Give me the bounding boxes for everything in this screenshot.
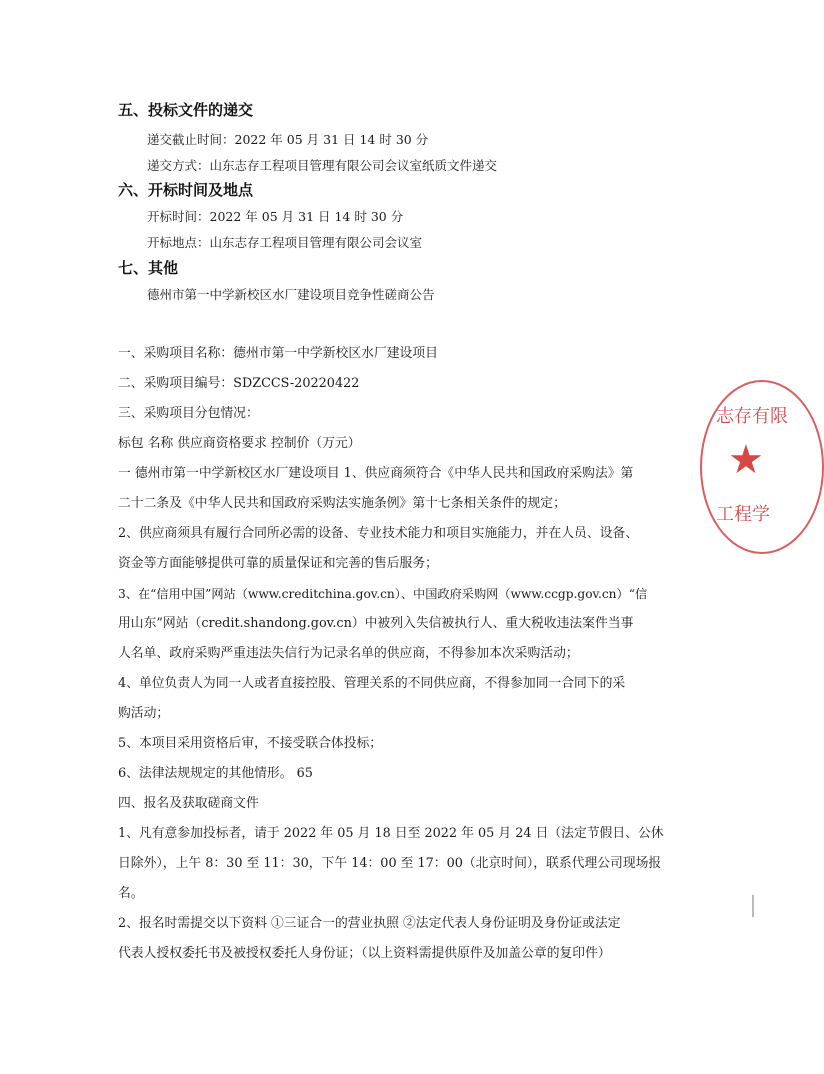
- body-line: 二、采购项目编号：SDZCCS-20220422: [118, 376, 360, 391]
- seal-top-text: 志存有限: [716, 406, 788, 427]
- body-line: 名。: [118, 886, 144, 901]
- seal-bottom-text: 工程学: [716, 504, 770, 525]
- body-line: 一 德州市第一中学新校区水厂建设项目 1、供应商须符合《中华人民共和国政府采购法》第: [118, 466, 634, 481]
- body-line: 3、在“信用中国”网站（www.creditchina.gov.cn）、中国政府采购网（www.ccgp.gov.cn）“信: [118, 587, 648, 601]
- submission-deadline: 递交截止时间：2022 年 05 月 31 日 14 时 30 分: [147, 132, 429, 147]
- body-line: 人名单、政府采购严重违法失信行为记录名单的供应商，不得参加本次采购活动；: [118, 646, 579, 661]
- body-line: 1、凡有意参加投标者，请于 2022 年 05 月 18 日至 2022 年 05 月 24 日（法定节假日、公休: [118, 826, 664, 841]
- company-seal-stamp: [700, 380, 824, 554]
- heading-section-7: 七、其他: [118, 259, 179, 277]
- body-line: 购活动；: [118, 706, 170, 721]
- body-line: 四、报名及获取磋商文件: [118, 796, 259, 811]
- body-line: 标包 名称 供应商资格要求 控制价（万元）: [118, 436, 361, 451]
- body-line: 用山东”网站（credit.shandong.gov.cn）中被列入失信被执行人、重大税收违法案件当事: [118, 616, 634, 631]
- body-line: 5、本项目采用资格后审，不接受联合体投标；: [118, 736, 383, 751]
- body-line: 一、采购项目名称：德州市第一中学新校区水厂建设项目: [118, 346, 438, 361]
- body-line: 资金等方面能够提供可靠的质量保证和完善的售后服务；: [118, 556, 438, 571]
- body-line: 4、单位负责人为同一人或者直接控股、管理关系的不同供应商，不得参加同一合同下的采: [118, 676, 626, 691]
- submission-method: 递交方式：山东志存工程项目管理有限公司会议室纸质文件递交: [147, 158, 498, 173]
- body-line: 2、供应商须具有履行合同所必需的设备、专业技术能力和项目实施能力，并在人员、设备、: [118, 526, 639, 541]
- notice-title: 德州市第一中学新校区水厂建设项目竞争性磋商公告: [147, 287, 435, 302]
- seal-star-icon: ★: [728, 437, 764, 483]
- opening-time: 开标时间：2022 年 05 月 31 日 14 时 30 分: [147, 209, 404, 224]
- heading-section-6: 六、开标时间及地点: [118, 181, 254, 199]
- body-line: 三、采购项目分包情况：: [118, 406, 259, 421]
- body-line: 2、报名时需提交以下资料 ①三证合一的营业执照 ②法定代表人身份证明及身份证或法定: [118, 916, 621, 931]
- scan-edge-mark: [752, 895, 754, 917]
- body-line: 代表人授权委托书及被授权委托人身份证；（以上资料需提供原件及加盖公章的复印件）: [118, 946, 611, 961]
- body-line: 6、法律法规规定的其他情形。 65: [118, 766, 313, 781]
- heading-section-5: 五、投标文件的递交: [118, 101, 254, 119]
- opening-place: 开标地点：山东志存工程项目管理有限公司会议室: [147, 235, 423, 250]
- body-line: 日除外），上午 8：30 至 11：30，下午 14：00 至 17：00（北京时间），联系代理公司现场报: [118, 856, 662, 871]
- body-line: 二十二条及《中华人民共和国政府采购法实施条例》第十七条相关条件的规定；: [118, 496, 566, 511]
